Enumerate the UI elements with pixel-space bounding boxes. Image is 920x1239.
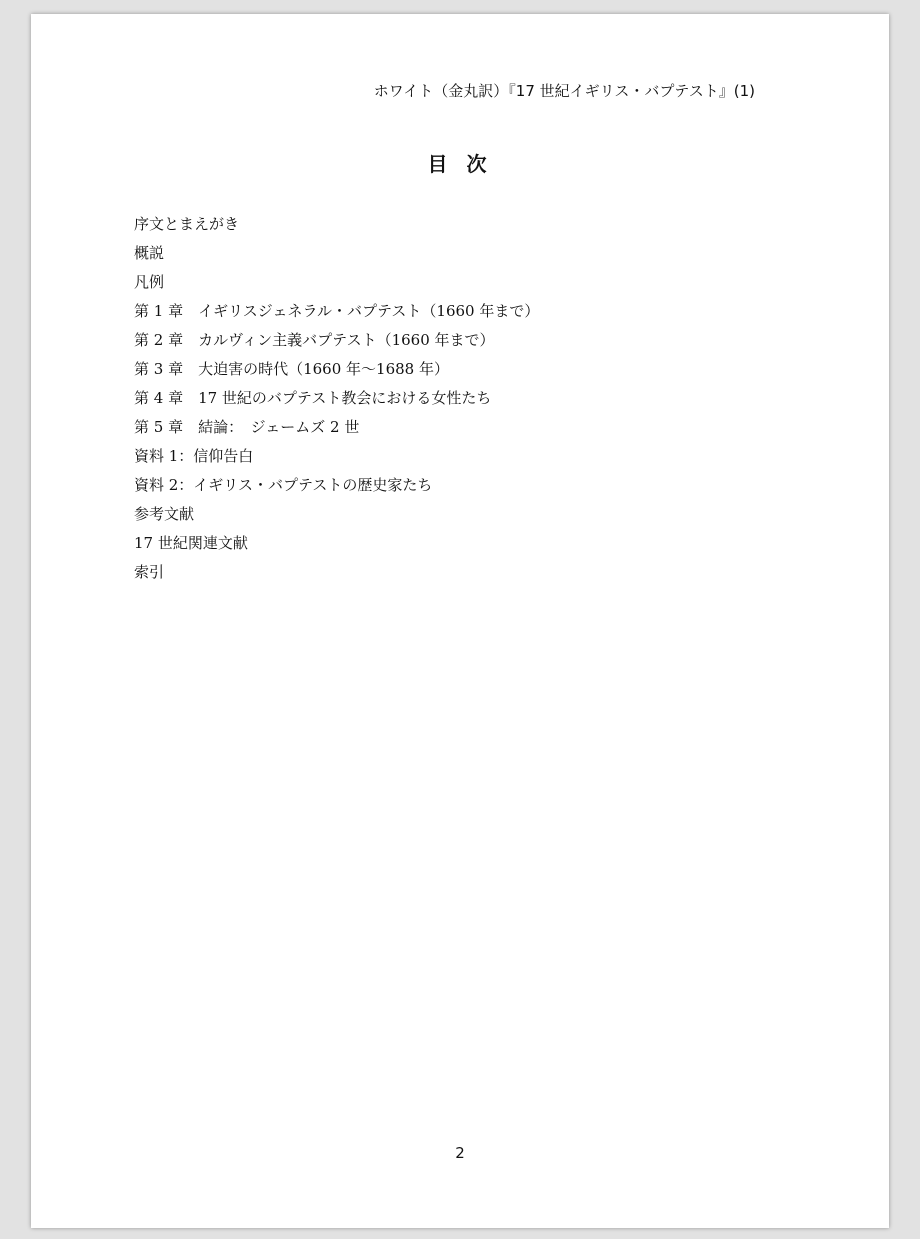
toc-list xyxy=(134,210,539,587)
toc-item-chapter-3: 第 3 章 大迫害の時代（1660 年〜1688 年） xyxy=(134,360,449,378)
toc-item-appendix-1: 資料 1：信仰告白 xyxy=(134,447,254,465)
running-header: ホワイト（金丸訳）『17 世紀イギリス・バプテスト』(1) xyxy=(373,82,755,100)
toc-item-chapter-2: 第 2 章 カルヴィン主義バプテスト（1660 年まで） xyxy=(134,331,495,349)
toc-title: 目 次 xyxy=(427,152,493,176)
toc-item-17th-century-literature: 17 世紀関連文献 xyxy=(134,534,248,552)
toc-item-preface: 序文とまえがき xyxy=(134,215,240,233)
toc-item-chapter-4: 第 4 章 17 世紀のバプテスト教会における女性たち xyxy=(134,389,492,407)
toc-item-index: 索引 xyxy=(134,563,165,581)
toc-item-references: 参考文献 xyxy=(134,505,195,523)
toc-item-chapter-5: 第 5 章 結論： ジェームズ 2 世 xyxy=(134,418,360,436)
toc-item-overview: 概説 xyxy=(134,244,165,262)
document-page xyxy=(31,14,889,1228)
toc-item-appendix-2: 資料 2：イギリス・バプテストの歴史家たち xyxy=(134,476,433,494)
toc-item-legend: 凡例 xyxy=(134,273,165,291)
toc-item-chapter-1: 第 1 章 イギリスジェネラル・バプテスト（1660 年まで） xyxy=(134,302,540,320)
page-number: 2 xyxy=(455,1144,465,1162)
